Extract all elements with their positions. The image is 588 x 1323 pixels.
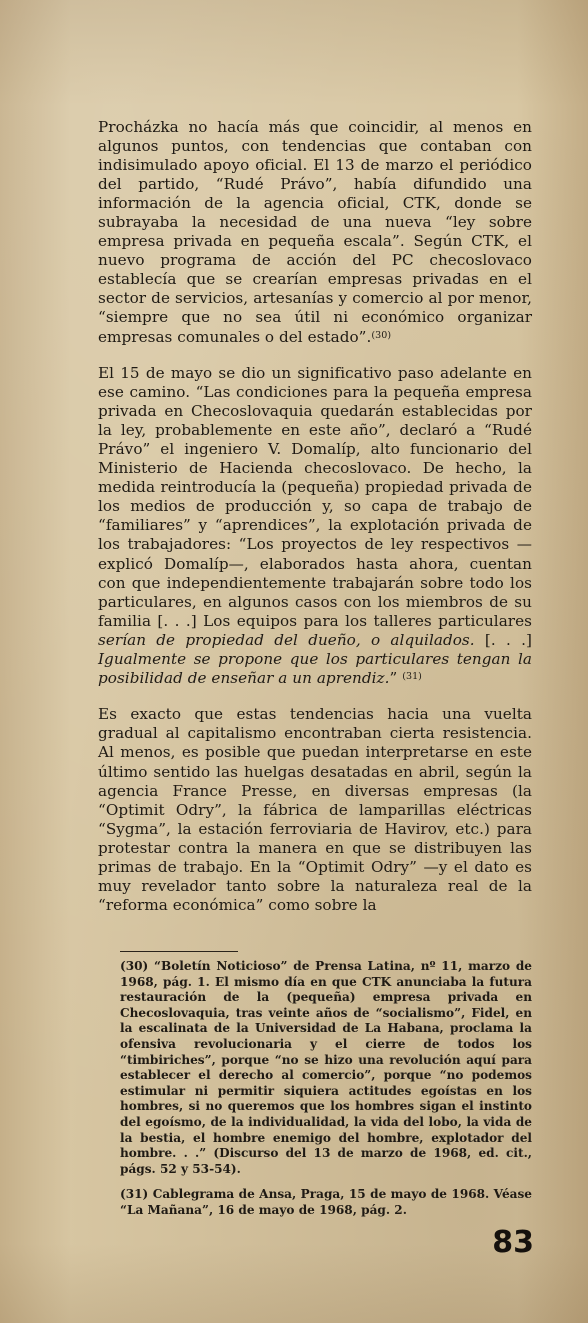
- body-text: [98, 118, 532, 915]
- paragraph-2-closing-quote: ”: [389, 668, 398, 687]
- footnote-30: (30) “Boletín Noticioso” de Prensa Latina, nº 11, marzo de 1968, pág. 1. El mismo día en que CTK anunciaba la futura restauración de la (pequeña) empresa privada en Checoslovaquia, tras veinte años de “socialismo”, Fidel, en la escalinata de la Universidad de La Habana, proclama la ofensiva revolucionaria y el cierre de todos los “timbiriches”, porque “no se hizo una revolución aquí para establecer el derecho al comercio”, porque “no podemos estimular ni permitir siquiera actitudes egoístas en los hombres, si no queremos que los hombres sigan el instinto del egoísmo, de la individualidad, la vida del lobo, la vida de la bestia, el hombre enemigo del hombre, explotador del hombre. . .” (Discurso del 13 de marzo de 1968, ed. cit., págs. 52 y 53-54).: [120, 959, 532, 1176]
- footnotes: [120, 959, 532, 1219]
- paragraph-1-text: Procházka no hacía más que coincidir, al menos en algunos puntos, con tendencias que contaban con indisimulado apoyo oficial. El 13 de marzo el periódico del partido, “Rudé Právo”, había difundido una información de la agencia oficial, CTK, donde se subrayaba la necesidad de una nueva “ley sobre empresa privada en pequeña escala”. Según CTK, el nuevo programa de acción del PC checoslovaco establecía que se crearían empresas privadas en el sector de servicios, artesanías y comercio al por menor, “siempre que no sea útil ni económico organizar empresas comunales o del estado”.: [98, 118, 532, 346]
- paragraph-3: [98, 705, 532, 915]
- paragraph-2-ellipsis: [. . .]: [474, 630, 533, 649]
- paragraph-3-text: Es exacto que estas tendencias hacia una vuelta gradual al capitalismo encontraban cierta resistencia. Al menos, es posible que puedan interpretarse en este último sentido las huelgas desatadas en abril, según la agencia France Presse, en diversas empresas (la “Optimit Odry”, la fábrica de lamparillas eléctricas “Sygma”, la estación ferroviaria de Havirov, etc.) para protestar contra la manera en que se distribuyen las primas de trabajo. En la “Optimit Odry” —y el dato es muy revelador tanto sobre la naturaleza real de la “reforma económica” como sobre la: [98, 705, 532, 914]
- footnote-divider: [120, 951, 238, 952]
- footnote-31: (31) Cablegrama de Ansa, Praga, 15 de mayo de 1968. Véase “La Mañana”, 16 de mayo de 1968, pág. 2.: [120, 1187, 532, 1217]
- footnote-ref-30: (30): [371, 329, 392, 341]
- page-number: 83: [492, 1225, 534, 1260]
- paragraph-1: [98, 118, 532, 347]
- footnote-ref-31: (31): [402, 670, 422, 682]
- paragraph-2: [98, 364, 532, 688]
- paragraph-2-text: El 15 de mayo se dio un significativo paso adelante en ese camino. “Las condiciones para la pequeña empresa privada en Checoslovaquia quedarán establecidas por la ley, probablemente en este año”, declaró a “Rudé Právo” el ingeniero V. Domalíp, alto funcionario del Ministerio de Hacienda checoslovaco. De hecho, la medida reintroducía la (pequeña) propiedad privada de los medios de producción y, so capa de trabajo de “familiares” y “aprendices”, la explotación privada de los trabajadores: “Los proyectos de ley respectivos —explicó Domalíp—, elaborados hasta ahora, cuentan con que independientemente trabajarán sobre todo los particulares, en algunos casos con los miembros de su familia [. . .] Los equipos para los talleres particulares: [98, 364, 532, 630]
- paragraph-2-italic-quote-b: Igualmente se propone que los particulares tengan la posibilidad de enseñar a un aprendiz.: [98, 649, 532, 687]
- paragraph-2-italic-quote-a: serían de propiedad del dueño, o alquilados.: [98, 630, 475, 649]
